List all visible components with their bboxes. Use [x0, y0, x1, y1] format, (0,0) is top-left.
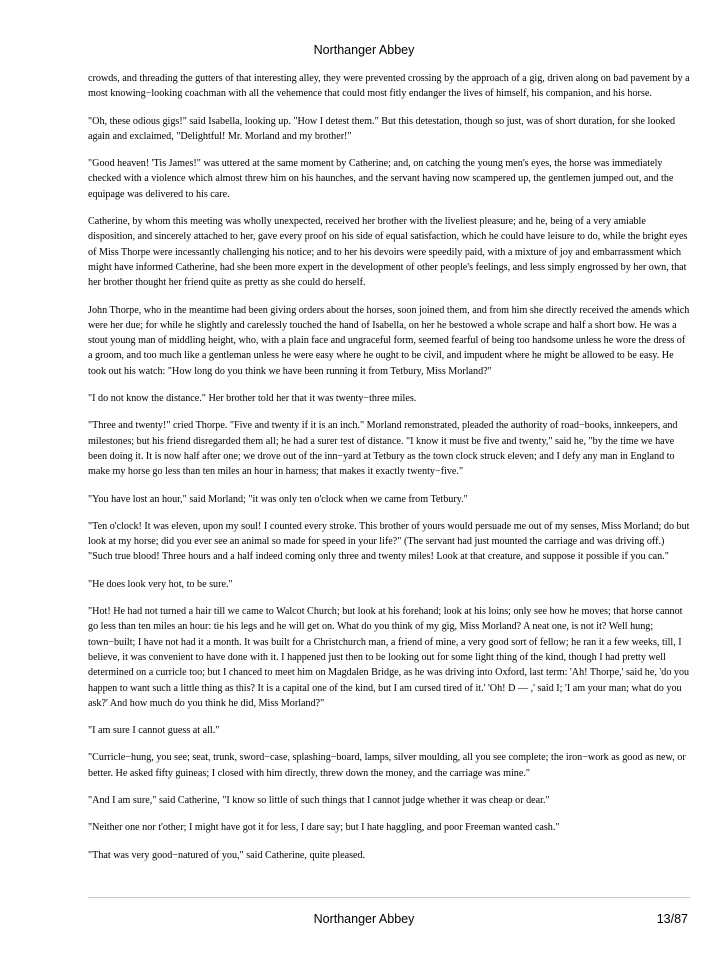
paragraph: "He does look very hot, to be sure."	[88, 578, 233, 590]
paragraph: "Three and twenty!" cried Thorpe. "Five and twenty if it is an inch." Morland remonstrated, pleaded the authority of road−books, innkeepers, and milestones; but his friend disregarded them all; he had a surer test of distance. "I know it must be five and twenty," said he, "by the time we have been doing it. It is now half after one; we drove out of the inn−yard at Tetbury as the town clock struck eleven; and I defy any man in England to make my horse go less than ten miles an hour in harness; that makes it exactly twenty−five."	[88, 420, 678, 478]
paragraph: John Thorpe, who in the meantime had been giving orders about the horses, soon joined them, and from him she directly received the amends which were her due; for while he slightly and carelessly touched the hand of Isabella, on her he bestowed a whole scrape and half a short bow. He was a stout young man of middling height, who, with a plain face and ungraceful form, seemed fearful of being too handsome unless he wore the dress of a groom, and too much like a gentleman unless he were easy where he ought to be civil, and impudent where he might be allowed to be easy. He took out his watch: "How long do you think we have been running it from Tetbury, Miss Morland?"	[88, 304, 690, 377]
paragraph: "Curricle−hung, you see; seat, trunk, sword−case, splashing−board, lamps, silver moulding, all you see complete; the iron−work as good as new, or better. He asked fifty guineas; I closed with him directly, threw down the money, and the carriage was mine."	[88, 752, 686, 779]
paragraph: "Hot! He had not turned a hair till we came to Walcot Church; but look at his forehand; look at his loins; only see how he moves; that horse cannot go less than ten miles an hour: tie his legs and he will get on. What do you think of my gig, Miss Morland? A neat one, is not it? Well hung; town−built; I have not had it a month. It was built for a Christchurch man, a friend of mine, a very good sort of fellow; he ran it a few weeks, till, I believe, it was convenient to have done with it. I happened just then to be looking out for some light thing of the kind, though I had pretty well determined on a curricle too; but I chanced to meet him on Magdalen Bridge, as he was driving into Oxford, last term: 'Ah! Thorpe,' said he, 'do you happen to want such a little thing as this? It is a capital one of the kind, but I am cursed tired of it.' 'Oh! D — ,' said I; 'I am your man; what do you ask?' And how much do you think he did, Miss Morland?"	[88, 606, 690, 709]
paragraph: "That was very good−natured of you," said Catherine, quite pleased.	[88, 849, 366, 861]
page-header-title: Northanger Abbey	[313, 43, 415, 57]
paragraph: crowds, and threading the gutters of that interesting alley, they were prevented crossing by the approach of a gig, driven along on bad pavement by a most knowing−looking coachman with all the vehemence that could most fitly endanger the lives of himself, his companion, and his horse.	[88, 73, 690, 100]
paragraph: "I am sure I cannot guess at all."	[88, 725, 220, 737]
paragraph: "Good heaven! 'Tis James!" was uttered at the same moment by Catherine; and, on catching the young men's eyes, the horse was immediately checked with a violence which almost threw him on his haunches, and the servant having now scampered up, the gentlemen jumped out, and the equipage was delivered to his care.	[88, 158, 674, 200]
page-number: 13/87	[656, 912, 688, 926]
paragraph: "And I am sure," said Catherine, "I know so little of such things that I cannot judge whether it was cheap or dear."	[88, 794, 550, 806]
footer-title: Northanger Abbey	[313, 912, 415, 926]
paragraph: "Neither one nor t'other; I might have got it for less, I dare say; but I hate haggling, and poor Freeman wanted cash."	[88, 822, 560, 834]
footer-divider	[88, 897, 690, 898]
paragraph: "Oh, these odious gigs!" said Isabella, looking up. "How I detest them." But this detestation, though so just, was of short duration, for she looked again and exclaimed, "Delightful! Mr. Morland and my brother!"	[88, 115, 676, 142]
paragraph: "You have lost an hour," said Morland; "it was only ten o'clock when we came from Tetbury."	[88, 493, 468, 505]
paragraph: "Ten o'clock! It was eleven, upon my soul! I counted every stroke. This brother of yours would persuade me out of my senses, Miss Morland; do but look at my horse; did you ever see an animal so made for speed in your life?" (The servant had just mounted the carriage and was driving off.) "Such true blood! Three hours and a half indeed coming only three and twenty miles! Look at that creature, and suppose it possible if you can."	[88, 520, 690, 563]
paragraph: Catherine, by whom this meeting was wholly unexpected, received her brother with the liveliest pleasure; and he, being of a very amiable disposition, and sincerely attached to her, gave every proof on his side of equal satisfaction, which he could have leisure to do, while the bright eyes of Miss Thorpe were incessantly challenging his notice; and to her his devoirs were speedily paid, with a mixture of joy and embarrassment which might have informed Catherine, had she been more expert in the development of other people's feelings, and less simply engrossed by her own, that her brother thought her friend quite as pretty as she could do herself.	[88, 216, 688, 289]
page-body	[88, 71, 690, 875]
paragraph: "I do not know the distance." Her brother told her that it was twenty−three miles.	[88, 393, 417, 405]
